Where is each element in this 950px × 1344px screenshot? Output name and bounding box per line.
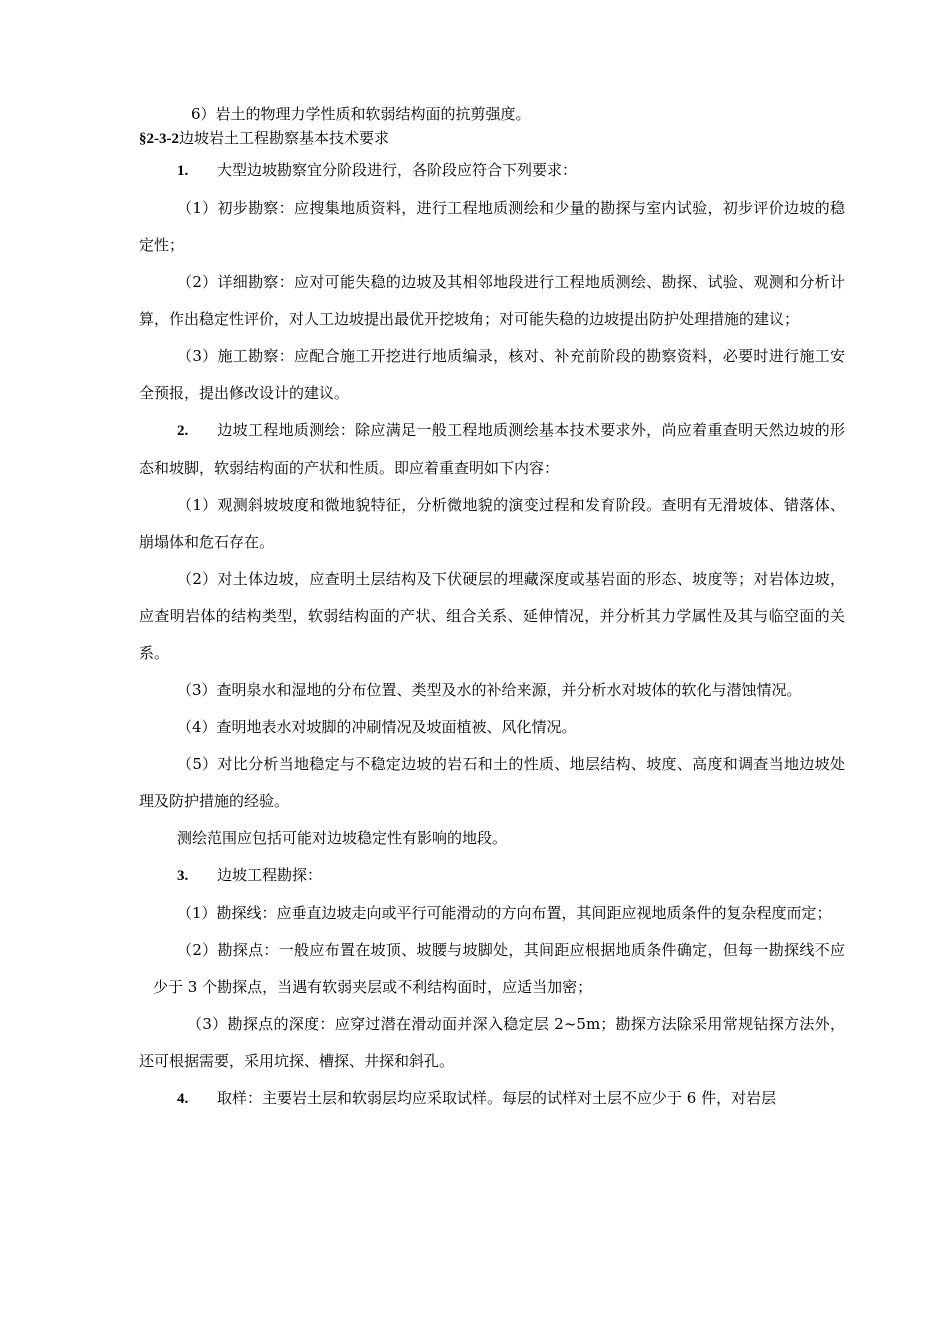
item-3-number: 3.	[177, 868, 189, 884]
document-body	[139, 102, 845, 1118]
paragraph-slope-observation: （1）观测斜坡坡度和微地貌特征，分析微地貌的演变过程和发育阶段。查明有无滑坡体、错落体、崩塌体和危石存在。	[139, 496, 845, 551]
paragraph-construction-survey: （3）施工勘察：应配合施工开挖进行地质编录，核对、补充前阶段的勘察资料，必要时进行施工安全预报，提出修改设计的建议。	[139, 347, 845, 402]
paragraph-surface-water: （4）查明地表水对坡脚的冲刷情况及坡面植被、风化情况。	[177, 718, 577, 736]
paragraph-spring-wetland: （3）查明泉水和湿地的分布位置、类型及水的补给来源，并分析水对坡体的软化与潜蚀情况。	[177, 681, 802, 699]
section-heading	[139, 127, 845, 150]
item-1	[139, 152, 845, 190]
item-2-text: 边坡工程地质测绘：除应满足一般工程地质测绘基本技术要求外，尚应着重查明天然边坡的形态和坡脚，软弱结构面的产状和性质。即应着重查明如下内容：	[139, 421, 845, 477]
item-4-text: 取样：主要岩土层和软弱层均应采取试样。每层的试样对土层不应少于 6 件，对岩层	[217, 1089, 777, 1107]
paragraph-rock-soil-properties: 6）岩土的物理力学性质和软弱结构面的抗剪强度。	[191, 105, 531, 123]
item-1-number: 1.	[177, 163, 189, 179]
item-2	[139, 412, 845, 487]
paragraph-detailed-survey: （2）详细勘察：应对可能失稳的边坡及其相邻地段进行工程地质测绘、勘探、试验、观测和分析计算，作出稳定性评价，对人工边坡提出最优开挖坡角；对可能失稳的边坡提出防护处理措施的建议；	[139, 273, 845, 328]
item-3-text: 边坡工程勘探：	[217, 866, 323, 884]
item-4-number: 4.	[177, 1091, 189, 1107]
item-2-number: 2.	[177, 423, 189, 439]
paragraph-comparison-analysis: （5）对比分析当地稳定与不稳定边坡的岩石和土的性质、地层结构、坡度、高度和调查当地边坡处理及防护措施的经验。	[139, 755, 845, 810]
section-number: §2-3-2	[139, 131, 179, 147]
section-title: 边坡岩土工程勘察基本技术要求	[179, 129, 390, 147]
paragraph-soil-rock-slope: （2）对土体边坡，应查明土层结构及下伏硬层的埋藏深度或基岩面的形态、坡度等；对岩体边坡，应查明岩体的结构类型，软弱结构面的产状、组合关系、延伸情况，并分析其力学属性及其与临空面的关系。	[139, 570, 845, 662]
item-3	[139, 857, 845, 895]
paragraph-exploration-points: （2）勘探点：一般应布置在坡顶、坡腰与坡脚处，其间距应根据地质条件确定，但每一勘探线不应少于 3 个勘探点，当遇有软弱夹层或不利结构面时，应适当加密；	[153, 941, 845, 996]
item-1-text: 大型边坡勘察宜分阶段进行，各阶段应符合下列要求：	[217, 161, 578, 179]
paragraph-preliminary-survey: （1）初步勘察：应搜集地质资料，进行工程地质测绘和少量的勘探与室内试验，初步评价边坡的稳定性；	[139, 199, 845, 254]
paragraph-exploration-lines: （1）勘探线：应垂直边坡走向或平行可能滑动的方向布置，其间距应视地质条件的复杂程度而定；	[177, 904, 832, 922]
paragraph-exploration-depth: （3）勘探点的深度：应穿过潜在滑动面并深入稳定层 2~5m；勘探方法除采用常规钻探方法外，还可根据需要，采用坑探、槽探、井探和斜孔。	[139, 1015, 845, 1070]
paragraph-mapping-scope: 测绘范围应包括可能对边坡稳定性有影响的地段。	[177, 829, 508, 847]
item-4	[139, 1080, 845, 1118]
